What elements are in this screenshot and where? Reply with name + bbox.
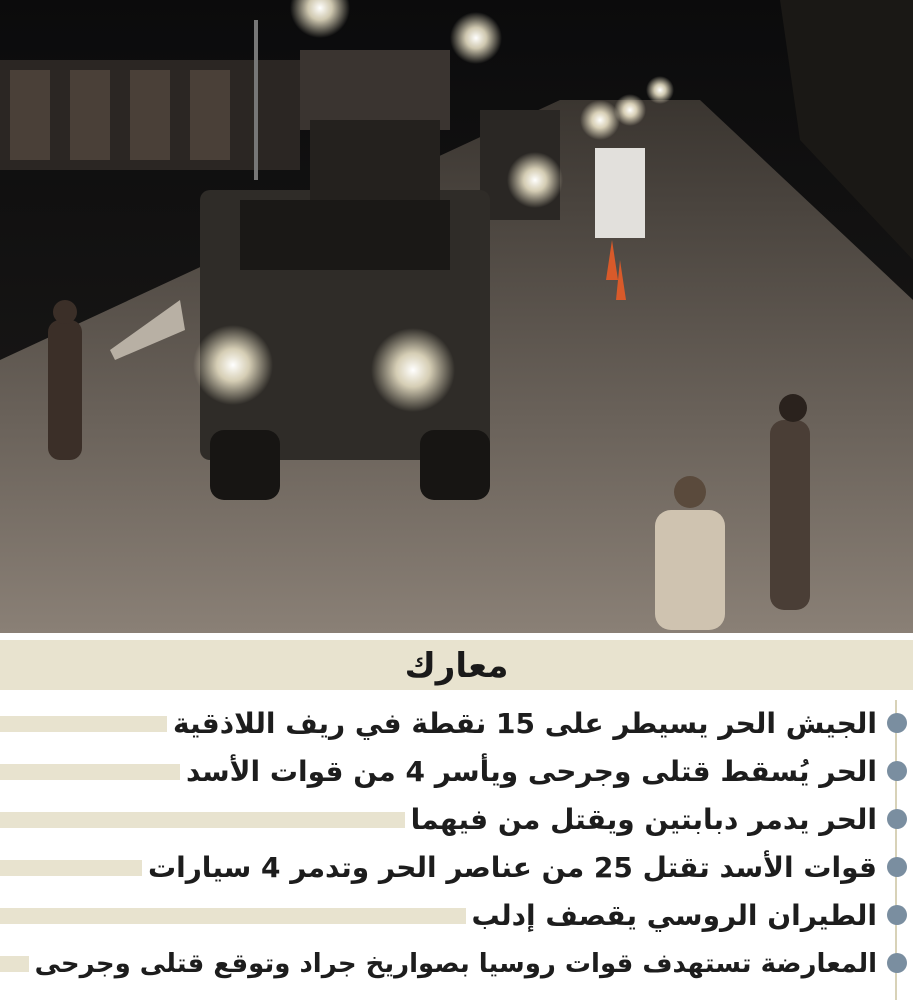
bullet-icon <box>887 905 907 925</box>
list-item <box>0 796 913 844</box>
headline-list <box>0 700 913 1000</box>
bullet-icon <box>887 857 907 877</box>
bullet-icon <box>887 713 907 733</box>
headline-text: الطيران الروسي يقصف إدلب <box>466 892 878 940</box>
headline-text: الجيش الحر يسيطر على 15 نقطة في ريف اللاذقية <box>167 700 877 748</box>
list-item <box>0 940 913 988</box>
headline-text: الحر يُسقط قتلى وجرحى ويأسر 4 من قوات الأسد <box>180 748 877 796</box>
headline-text: الحر يدمر دبابتين ويقتل من فيهما <box>405 796 877 844</box>
headline-text: قوات الأسد تقتل 25 من عناصر الحر وتدمر 4 سيارات <box>142 844 877 892</box>
headline-text: المعارضة تستهدف قوات روسيا بصواريخ جراد وتوقع قتلى وجرحى <box>29 940 877 988</box>
list-item <box>0 700 913 748</box>
bullet-icon <box>887 953 907 973</box>
bullet-icon <box>887 809 907 829</box>
list-item <box>0 892 913 940</box>
list-item <box>0 748 913 796</box>
bullet-icon <box>887 761 907 781</box>
list-item <box>0 844 913 892</box>
section-title: معارك <box>404 646 509 686</box>
